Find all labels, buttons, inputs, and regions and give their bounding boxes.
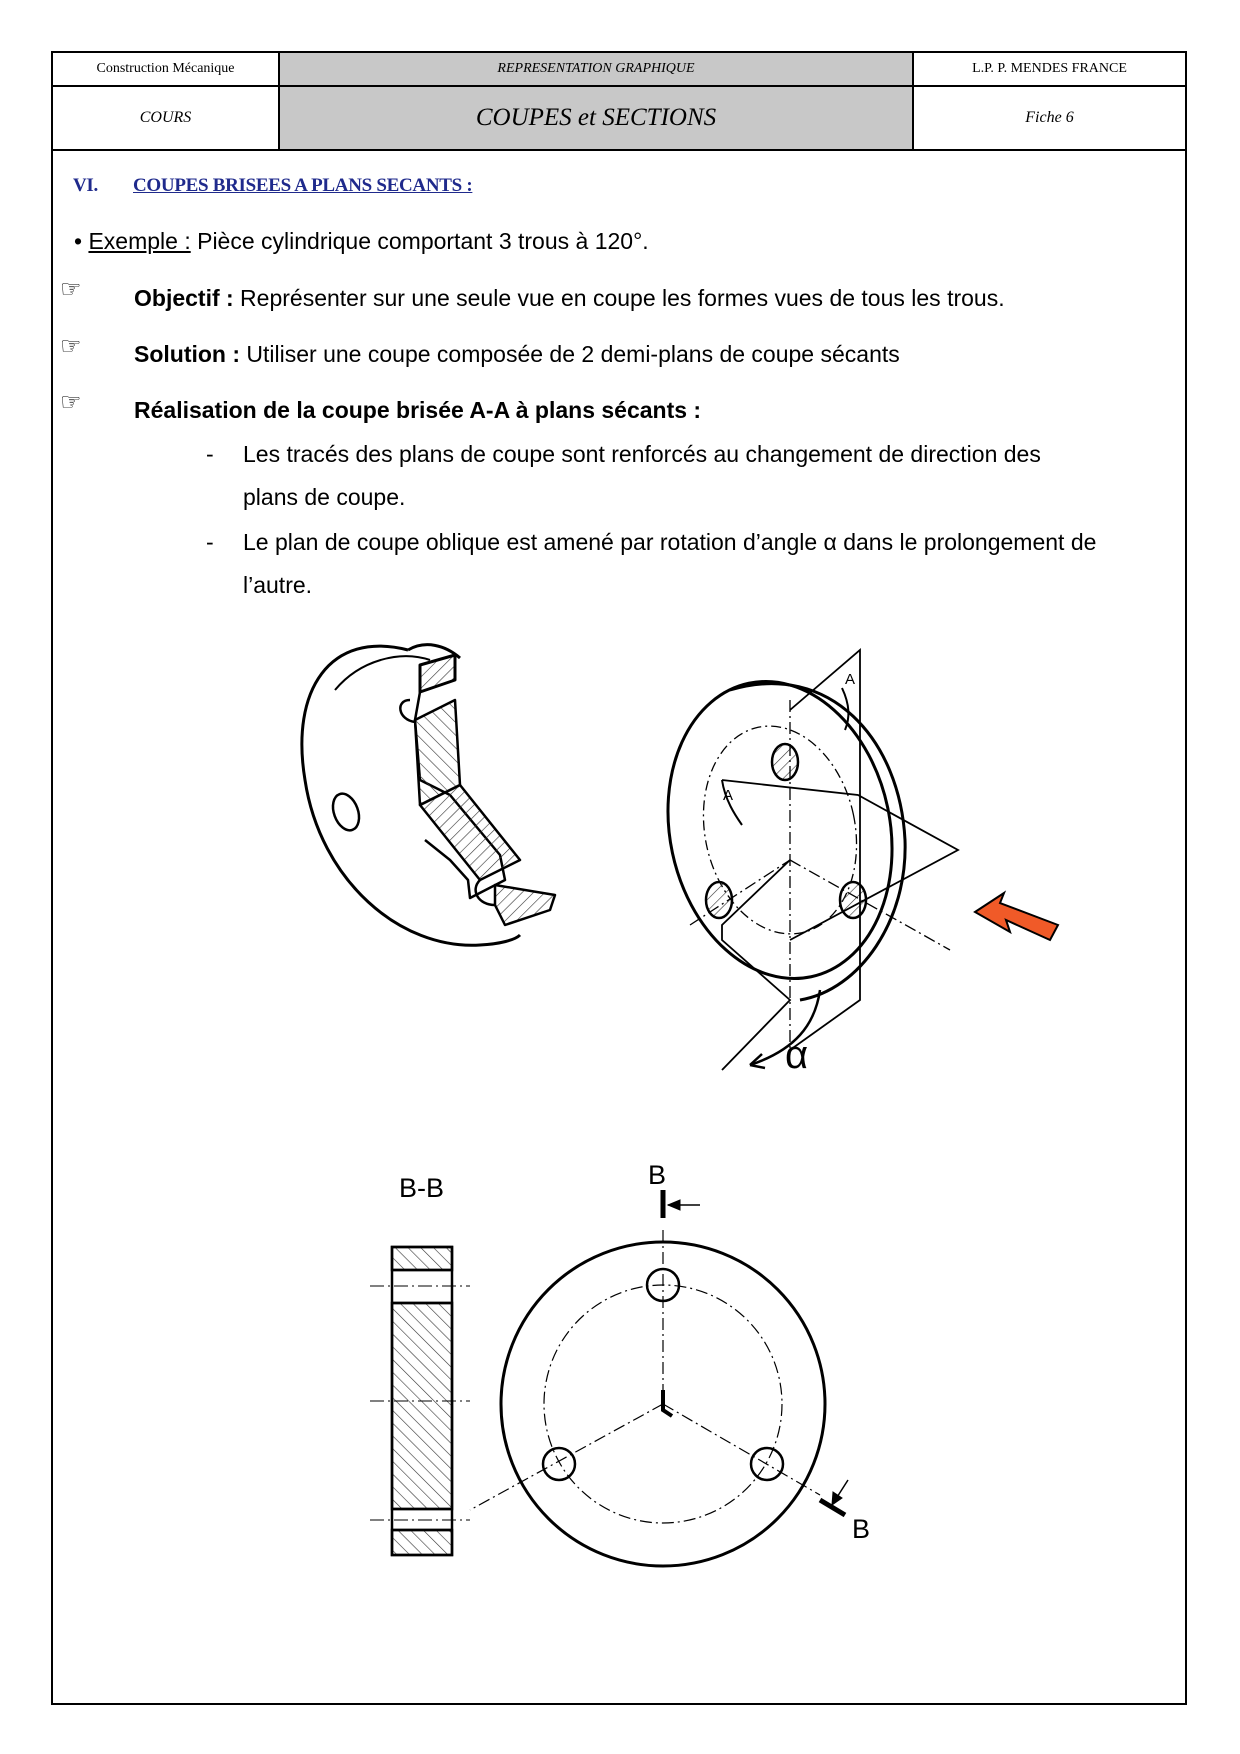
example-label: Exemple :	[88, 228, 191, 254]
cutting-plane-perspective	[641, 650, 958, 1070]
front-view	[470, 1190, 848, 1566]
cut-label-b: B	[852, 1514, 871, 1544]
section-view-b-b	[370, 1247, 470, 1555]
doc-type-cell: COURS	[52, 86, 279, 150]
section-title: COUPES BRISEES A PLANS SECANTS :	[133, 175, 473, 196]
objectif-text: Représenter sur une seule vue en coupe les formes vues de tous les trous.	[233, 285, 1005, 311]
plane-label-a: A	[845, 671, 856, 688]
pointing-hand-icon: ☞	[60, 276, 82, 303]
bullet: •	[74, 228, 83, 254]
pointing-hand-icon: ☞	[60, 389, 82, 416]
section-view-label: B-B	[399, 1173, 445, 1203]
item2-line1: Le plan de coupe oblique est amené par rotation d’angle α dans le prolongement de	[243, 529, 1097, 555]
pointing-hand-icon: ☞	[60, 333, 82, 360]
item2-line2: l’autre.	[243, 572, 313, 598]
school-cell: L.P. P. MENDES FRANCE	[913, 52, 1186, 86]
example-text: Pièce cylindrique comportant 3 trous à 120°.	[190, 228, 649, 254]
section-number: VI.	[73, 175, 98, 196]
solution-text: Utiliser une coupe composée de 2 demi-plans de coupe sécants	[240, 341, 900, 367]
list-dash: -	[206, 529, 214, 555]
sheet-number-cell: Fiche 6	[913, 86, 1186, 150]
item1-line2: plans de coupe.	[243, 484, 406, 510]
item1-line1: Les tracés des plans de coupe sont renforcés au changement de direction des	[243, 441, 1041, 467]
cut-part-isometric	[302, 645, 555, 946]
realisation-label: Réalisation de la coupe brisée A-A à plans sécants :	[134, 397, 702, 423]
view-direction-arrow-icon	[975, 893, 1058, 940]
subject-cell: REPRESENTATION GRAPHIQUE	[279, 52, 913, 86]
alpha-label: α	[785, 1033, 809, 1077]
cut-label-b: B	[648, 1160, 667, 1190]
plane-label-a: A	[723, 787, 734, 804]
objectif-label: Objectif :	[134, 285, 234, 311]
list-dash: -	[206, 441, 214, 467]
discipline-cell: Construction Mécanique	[52, 52, 279, 86]
doc-title-cell: COUPES et SECTIONS	[279, 86, 913, 150]
solution-label: Solution :	[134, 341, 241, 367]
